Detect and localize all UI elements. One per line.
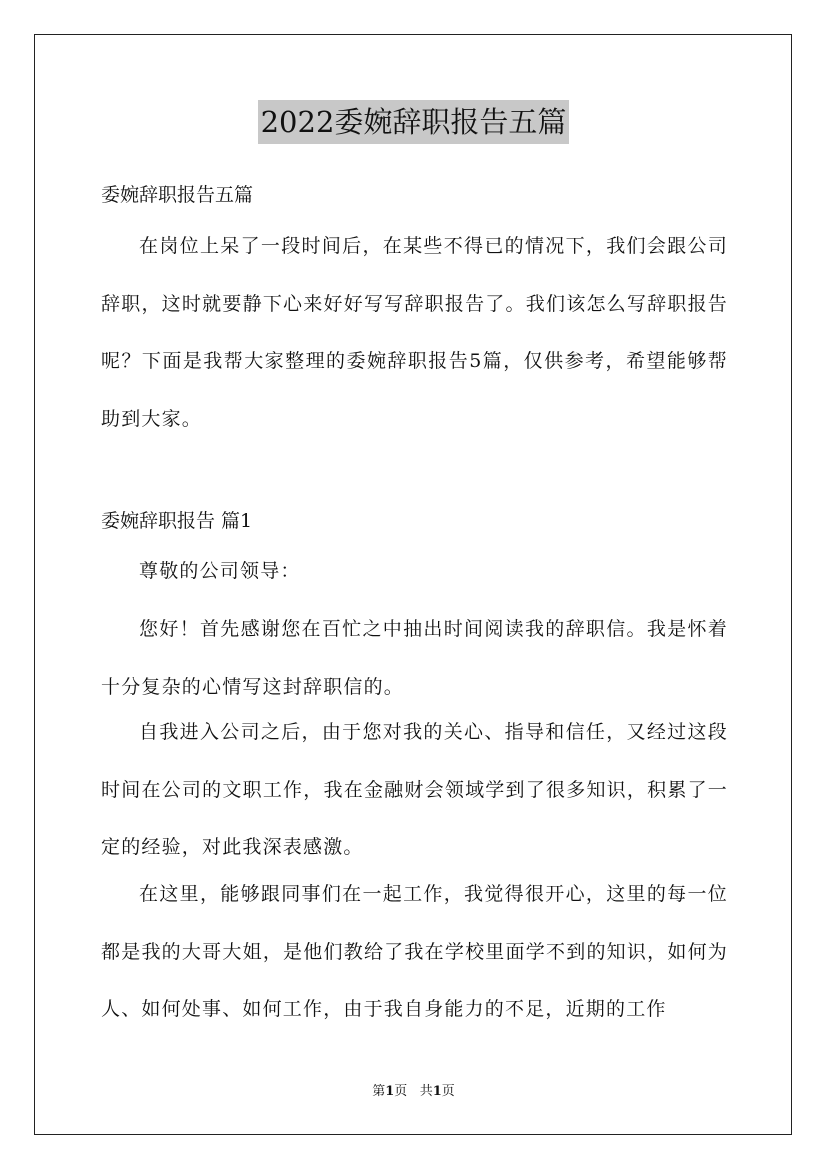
footer-page-prefix: 第: [372, 1084, 386, 1099]
body-paragraph-3: 在这里，能够跟同事们在一起工作，我觉得很开心，这里的每一位都是我的大哥大姐，是他们教给了我在学校里面学不到的知识，如何为人、如何处事、如何工作，由于我自身能力的不足，近期的工作: [101, 883, 728, 1020]
intro-paragraph: 在岗位上呆了一段时间后，在某些不得已的情况下，我们会跟公司辞职，这时就要静下心来好好写写辞职报告了。我们该怎么写辞职报告呢？下面是我帮大家整理的委婉辞职报告5篇，仅供参考，希望能够帮助到大家。: [101, 235, 728, 430]
footer-total-pages: 1: [432, 1084, 442, 1099]
footer-page-suffix: 页: [394, 1084, 408, 1099]
document-title: 2022委婉辞职报告五篇: [258, 100, 570, 144]
salutation: 尊敬的公司领导：: [139, 560, 301, 582]
footer-total-suffix: 页: [441, 1084, 455, 1099]
body-paragraph-2: 自我进入公司之后，由于您对我的关心、指导和信任，又经过这段时间在公司的文职工作，我在金融财会领域学到了很多知识，积累了一定的经验，对此我深表感激。: [101, 721, 728, 858]
footer-page-number: 1: [385, 1084, 395, 1099]
title-container: [0, 100, 827, 144]
footer-total-prefix: 共: [419, 1084, 433, 1099]
page-footer: [0, 1083, 827, 1101]
document-subtitle: 委婉辞职报告五篇: [101, 184, 254, 206]
section-heading: 委婉辞职报告 篇1: [101, 510, 253, 532]
body-paragraph-1: 您好！首先感谢您在百忙之中抽出时间阅读我的辞职信。我是怀着十分复杂的心情写这封辞职信的。: [101, 618, 728, 698]
